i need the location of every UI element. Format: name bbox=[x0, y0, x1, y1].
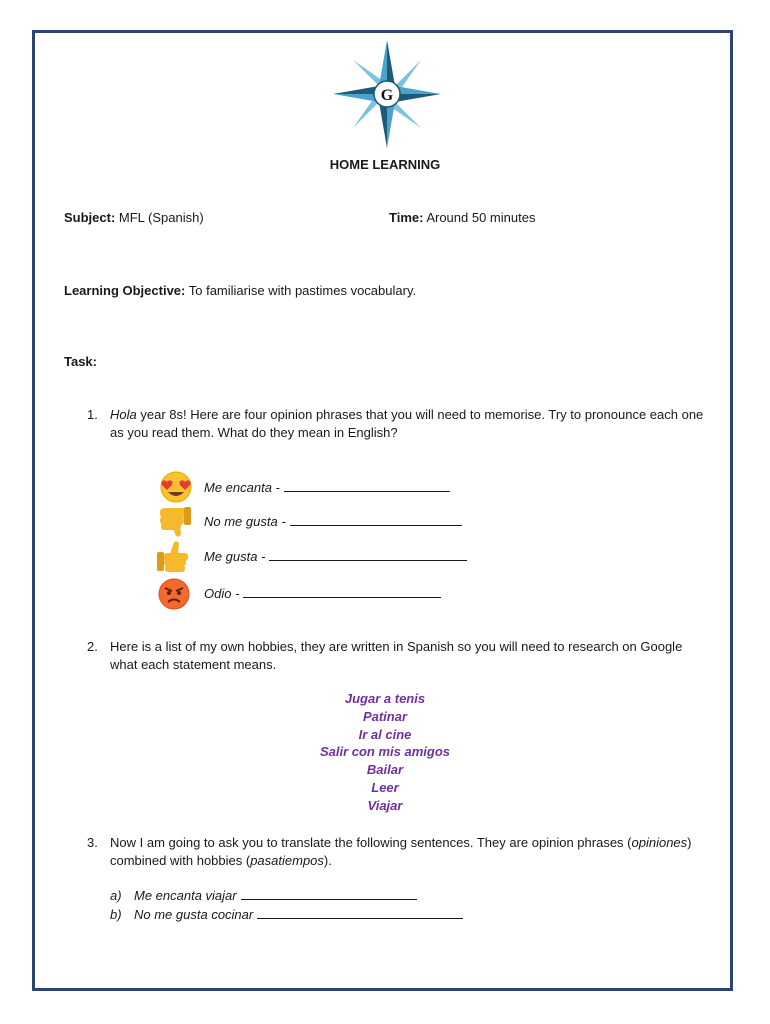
task-2-text: Here is a list of my own hobbies, they are written in Spanish so you will need to research on Google what each statement means. bbox=[110, 639, 683, 672]
task-3-text-c: ). bbox=[323, 853, 332, 868]
hobby-item: Ir al cine bbox=[358, 726, 412, 742]
task-3-text-a: Now I am going to ask you to translate the following sentences. They are opinion phrases ( bbox=[110, 835, 632, 850]
phrase-text bbox=[204, 513, 462, 529]
task-label: Task: bbox=[64, 354, 97, 369]
objective-label: Learning Objective: bbox=[64, 283, 186, 298]
task-3-number: 3. bbox=[87, 835, 98, 850]
phrase-label: Me gusta - bbox=[204, 549, 266, 564]
angry-face-emoji-icon bbox=[156, 576, 192, 610]
task-3 bbox=[87, 834, 707, 874]
task-1-text bbox=[110, 406, 707, 442]
phrase-row bbox=[156, 539, 516, 573]
heart-eyes-emoji-icon bbox=[156, 470, 192, 504]
time-value: Around 50 minutes bbox=[423, 210, 536, 225]
task-2 bbox=[87, 638, 707, 678]
thumbs-down-emoji-icon bbox=[156, 504, 192, 538]
phrase-text bbox=[204, 479, 450, 495]
item-text: Me encanta viajar bbox=[134, 888, 237, 903]
translation-item bbox=[110, 906, 463, 922]
objective-value: To familiarise with pastimes vocabulary. bbox=[185, 283, 417, 298]
hobby-item: Salir con mis amigos bbox=[319, 744, 451, 760]
phrase-label: No me gusta - bbox=[204, 514, 286, 529]
hobby-item: Jugar a tenis bbox=[344, 691, 426, 706]
item-letter: b) bbox=[110, 907, 122, 922]
compass-logo bbox=[331, 38, 443, 150]
answer-blank[interactable] bbox=[257, 906, 463, 919]
hobby-list bbox=[0, 690, 770, 815]
task-3-text bbox=[110, 834, 707, 870]
translation-item bbox=[110, 887, 417, 903]
hobby-item: Leer bbox=[371, 779, 399, 795]
subject-label: Subject: bbox=[64, 210, 116, 225]
logo-letter: G bbox=[380, 87, 394, 104]
phrase-label: Me encanta - bbox=[204, 480, 280, 495]
answer-blank[interactable] bbox=[284, 479, 450, 492]
task-1 bbox=[87, 406, 707, 446]
hobby-item: Patinar bbox=[362, 708, 408, 724]
answer-blank[interactable] bbox=[243, 585, 441, 598]
task-1-number: 1. bbox=[87, 407, 98, 422]
answer-blank[interactable] bbox=[269, 548, 467, 561]
learning-objective bbox=[64, 283, 416, 298]
hola-word: Hola bbox=[110, 407, 137, 422]
task-1-body: year 8s! Here are four opinion phrases that you will need to memorise. Try to pronounce each one as you read them. What do they mean in English? bbox=[110, 407, 704, 440]
pasatiempos-word: pasatiempos bbox=[250, 853, 324, 868]
task-2-number: 2. bbox=[87, 639, 98, 654]
subject-value: MFL (Spanish) bbox=[115, 210, 204, 225]
item-letter: a) bbox=[110, 888, 122, 903]
phrase-label: Odio - bbox=[204, 586, 240, 601]
time-label: Time: bbox=[389, 210, 424, 225]
opiniones-word: opiniones bbox=[631, 835, 688, 850]
phrase-row bbox=[156, 470, 516, 504]
thumbs-up-emoji-icon bbox=[156, 539, 192, 573]
phrase-text bbox=[204, 548, 467, 564]
phrase-row bbox=[156, 504, 516, 538]
answer-blank[interactable] bbox=[241, 887, 417, 900]
task-heading bbox=[64, 354, 97, 369]
page-title: HOME LEARNING bbox=[329, 157, 441, 172]
phrase-text bbox=[204, 585, 441, 601]
phrase-row bbox=[156, 576, 516, 610]
task-3-text-b: ) combined with hobbies ( bbox=[110, 835, 692, 868]
hobby-item: Bailar bbox=[366, 762, 404, 778]
hobby-item: Viajar bbox=[367, 797, 403, 813]
subject-field bbox=[64, 210, 204, 225]
answer-blank[interactable] bbox=[290, 513, 462, 526]
item-text: No me gusta cocinar bbox=[134, 907, 254, 922]
time-field bbox=[389, 210, 535, 225]
